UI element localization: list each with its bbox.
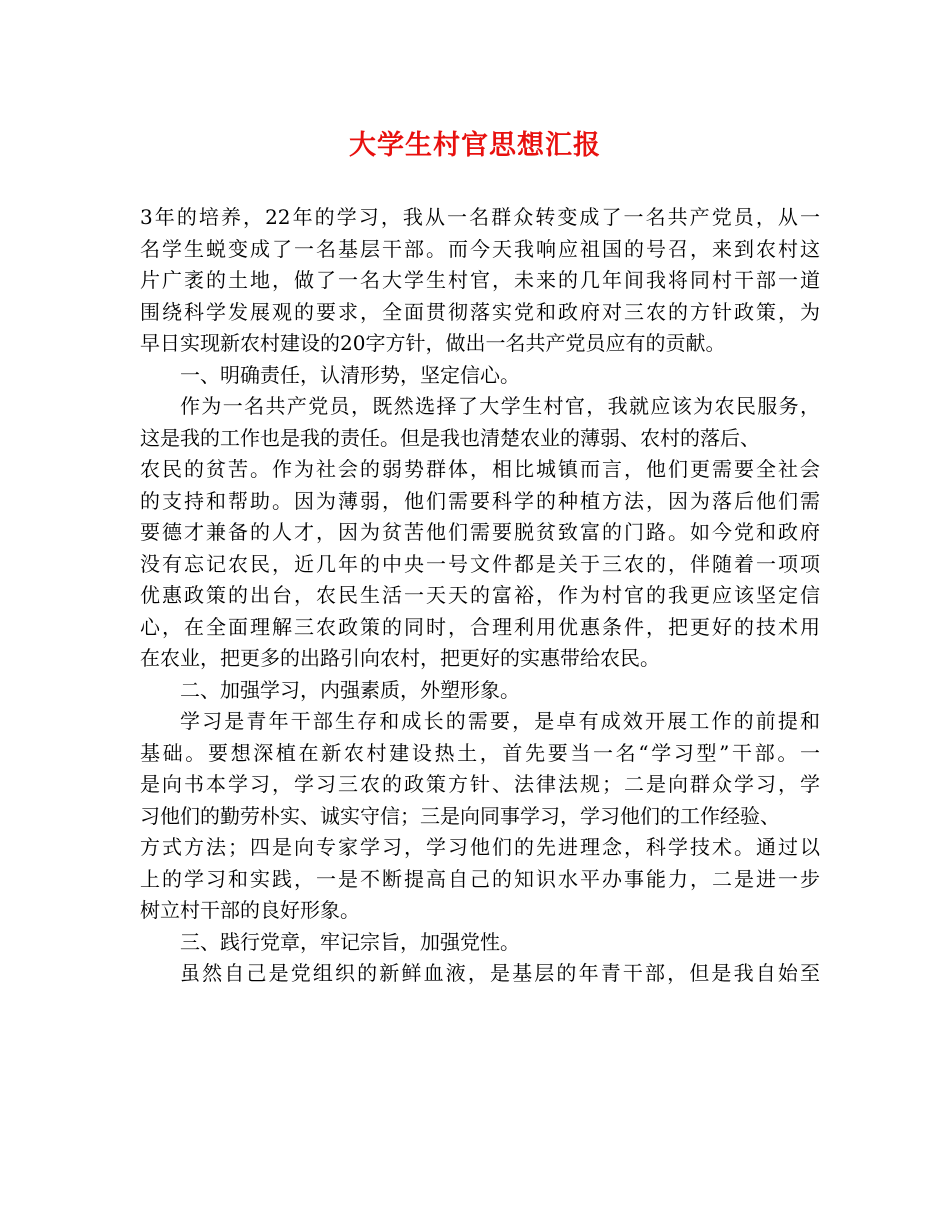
body-line: 在农业，把更多的出路引向农村，把更好的实惠带给农民。 (140, 646, 660, 670)
body-line: 虽然自己是党组织的新鲜血液，是基层的年青干部，但是我自始至 (180, 961, 820, 985)
body-line: 优惠政策的出台，农民生活一天天的富裕，作为村官的我更应该坚定信 (140, 583, 820, 607)
body-line: 是向书本学习，学习三农的政策方针、法律法规；二是向群众学习，学 (140, 772, 820, 796)
body-line: 围绕科学发展观的要求，全面贯彻落实党和政府对三农的方针政策，为 (140, 299, 820, 324)
body-line: 这是我的工作也是我的责任。但是我也清楚农业的薄弱、农村的落后、 (140, 425, 760, 450)
body-line: 方式方法；四是向专家学习，学习他们的先进理念，科学技术。通过以 (140, 835, 820, 859)
body-line: 上的学习和实践，一是不断提高自己的知识水平办事能力，二是进一步 (140, 866, 820, 891)
body-line: 片广袤的土地，做了一名大学生村官，未来的几年间我将同村干部一道 (140, 268, 820, 292)
body-line: 基础。要想深植在新农村建设热土，首先要当一名“学习型”干部。一 (140, 740, 820, 765)
document-title: 大学生村官思想汇报 (349, 130, 601, 161)
body-line: 早日实现新农村建设的20字方针，做出一名共产党员应有的贡献。 (140, 331, 726, 355)
body-line: 三、践行党章，牢记宗旨，加强党性。 (180, 929, 520, 954)
body-line: 3年的培养，22年的学习，我从一名群众转变成了一名共产党员，从一 (140, 205, 820, 229)
body-line: 要德才兼备的人才，因为贫苦他们需要脱贫致富的门路。如今党和政府 (140, 520, 820, 544)
body-line: 二、加强学习，内强素质，外塑形象。 (180, 677, 520, 702)
body-line: 树立村干部的良好形象。 (140, 898, 360, 922)
body-line: 的支持和帮助。因为薄弱，他们需要科学的种植方法，因为落后他们需 (140, 488, 820, 513)
body-line: 名学生蜕变成了一名基层干部。而今天我响应祖国的号召，来到农村这 (140, 236, 820, 261)
body-line: 没有忘记农民，近几年的中央一号文件都是关于三农的，伴随着一项项 (140, 551, 820, 576)
document-body (140, 202, 820, 990)
body-line: 农民的贫苦。作为社会的弱势群体，相比城镇而言，他们更需要全社会 (140, 457, 820, 481)
body-line: 习他们的勤劳朴实、诚实守信；三是向同事学习，学习他们的工作经验、 (140, 803, 780, 828)
body-line: 作为一名共产党员，既然选择了大学生村官，我就应该为农民服务， (180, 394, 820, 418)
body-line: 一、明确责任，认清形势，坚定信心。 (180, 362, 520, 387)
body-line: 心，在全面理解三农政策的同时，合理利用优惠条件，把更好的技术用 (140, 614, 820, 639)
body-line: 学习是青年干部生存和成长的需要，是卓有成效开展工作的前提和 (180, 709, 820, 733)
